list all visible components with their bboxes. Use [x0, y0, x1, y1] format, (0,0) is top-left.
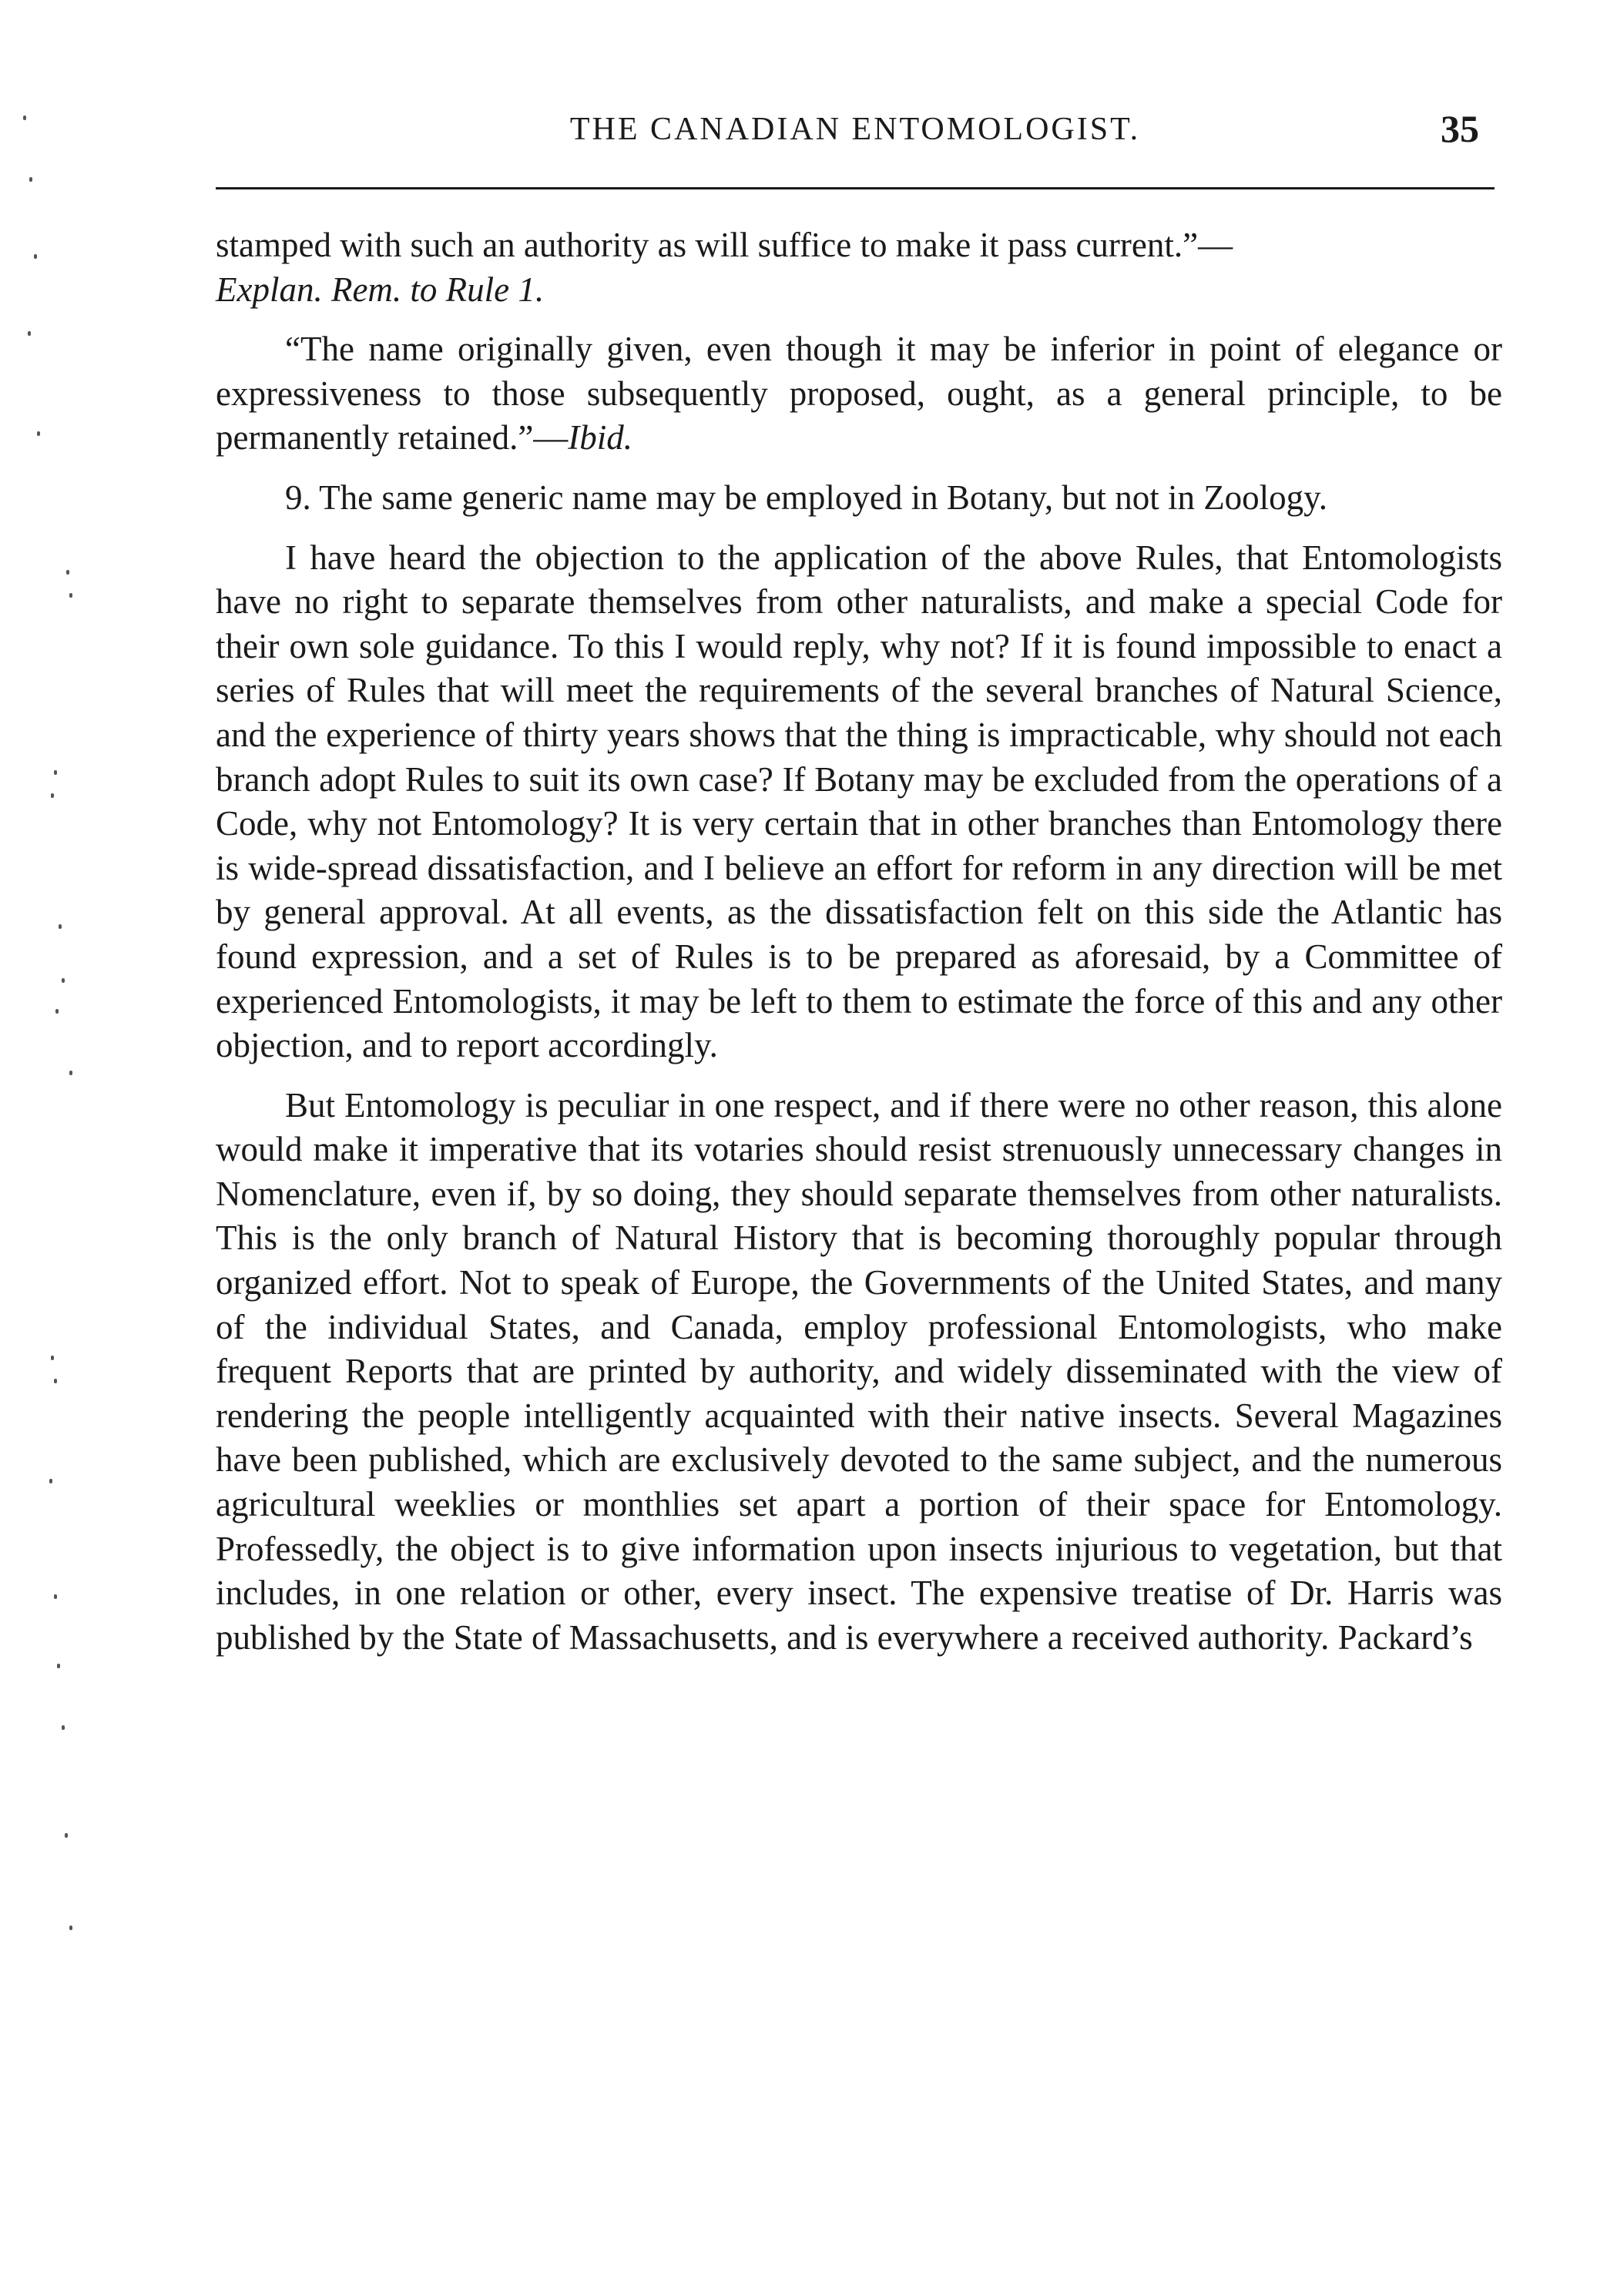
paragraph-text: “The name originally given, even though it may be inferior in point of elegance or expressiveness to those subsequently proposed, ought, as a general principle, to be permanently retained.”—: [216, 330, 1502, 458]
paragraph-entomology-peculiar: [216, 1084, 1502, 1661]
paragraph-rule-9: [216, 476, 1502, 521]
margin-specks: [0, 0, 92, 2296]
paragraph-objection: [216, 536, 1502, 1068]
page-number: 35: [1441, 107, 1479, 150]
paragraph-text: But Entomology is peculiar in one respect, and if there were no other reason, this alone would make it imperative that its votaries should resist strenuously unnecessary changes in Nomenclature, even if, by so doing, they should separate themselves from other naturalists. This is the only branch of Natural History that is becoming thoroughly popular through organized effort. Not to speak of Europe, the Governments of the United States, and many of the individual States, and Canada, employ professional Entomologists, who make frequent Reports that are printed by authority, and widely disseminated with the view of rendering the people intelligently acquainted with their native insects. Several Magazines have been published, which are exclusively devoted to the same subject, and the numerous agricultural weeklies or monthlies set apart a portion of their space for Entomology. Professedly, the object is to give information upon insects injurious to vegetation, but that includes, in one relation or other, every insect. The expensive treatise of Dr. Harris was published by the State of Massachusetts, and is everywhere a received authority. Packard’s: [216, 1085, 1502, 1657]
journal-title: THE CANADIAN ENTOMOLOGIST.: [569, 112, 1141, 147]
running-head: [216, 106, 1495, 160]
header-rule: [216, 187, 1495, 189]
paragraph-quote: [216, 327, 1502, 461]
body-text: [216, 223, 1502, 1660]
citation: Ibid.: [568, 418, 633, 458]
paragraph-text: I have heard the objection to the application of the above Rules, that Entomologists have no right to separate themselves from other naturalists, and make a special Code for their own sole guidance. To this I would reply, why not? If it is found impossible to enact a series of Rules that will meet the requirements of the several branches of Natural Science, and the experience of thirty years shows that the thing is impracticable, why should not each branch adopt Rules to suit its own case? If Botany may be excluded from the operations of a Code, why not Entomology? It is very certain that in other branches than Entomology there is wide-spread dissatisfaction, and I believe an effort for reform in any direction will be met by general approval. At all events, as the dissatisfaction felt on this side the Atlantic has found expression, and a set of Rules is to be prepared as aforesaid, by a Committee of experienced Entomologists, it may be left to them to estimate the force of this and any other objection, and to report accordingly.: [216, 538, 1502, 1065]
paragraph-text: stamped with such an authority as will suffice to make it pass current.”—: [216, 226, 1233, 264]
paragraph-continuation: [216, 223, 1502, 312]
citation: Explan. Rem. to Rule 1.: [216, 270, 545, 309]
paragraph-text: 9. The same generic name may be employed in Botany, but not in Zoology.: [285, 478, 1328, 517]
